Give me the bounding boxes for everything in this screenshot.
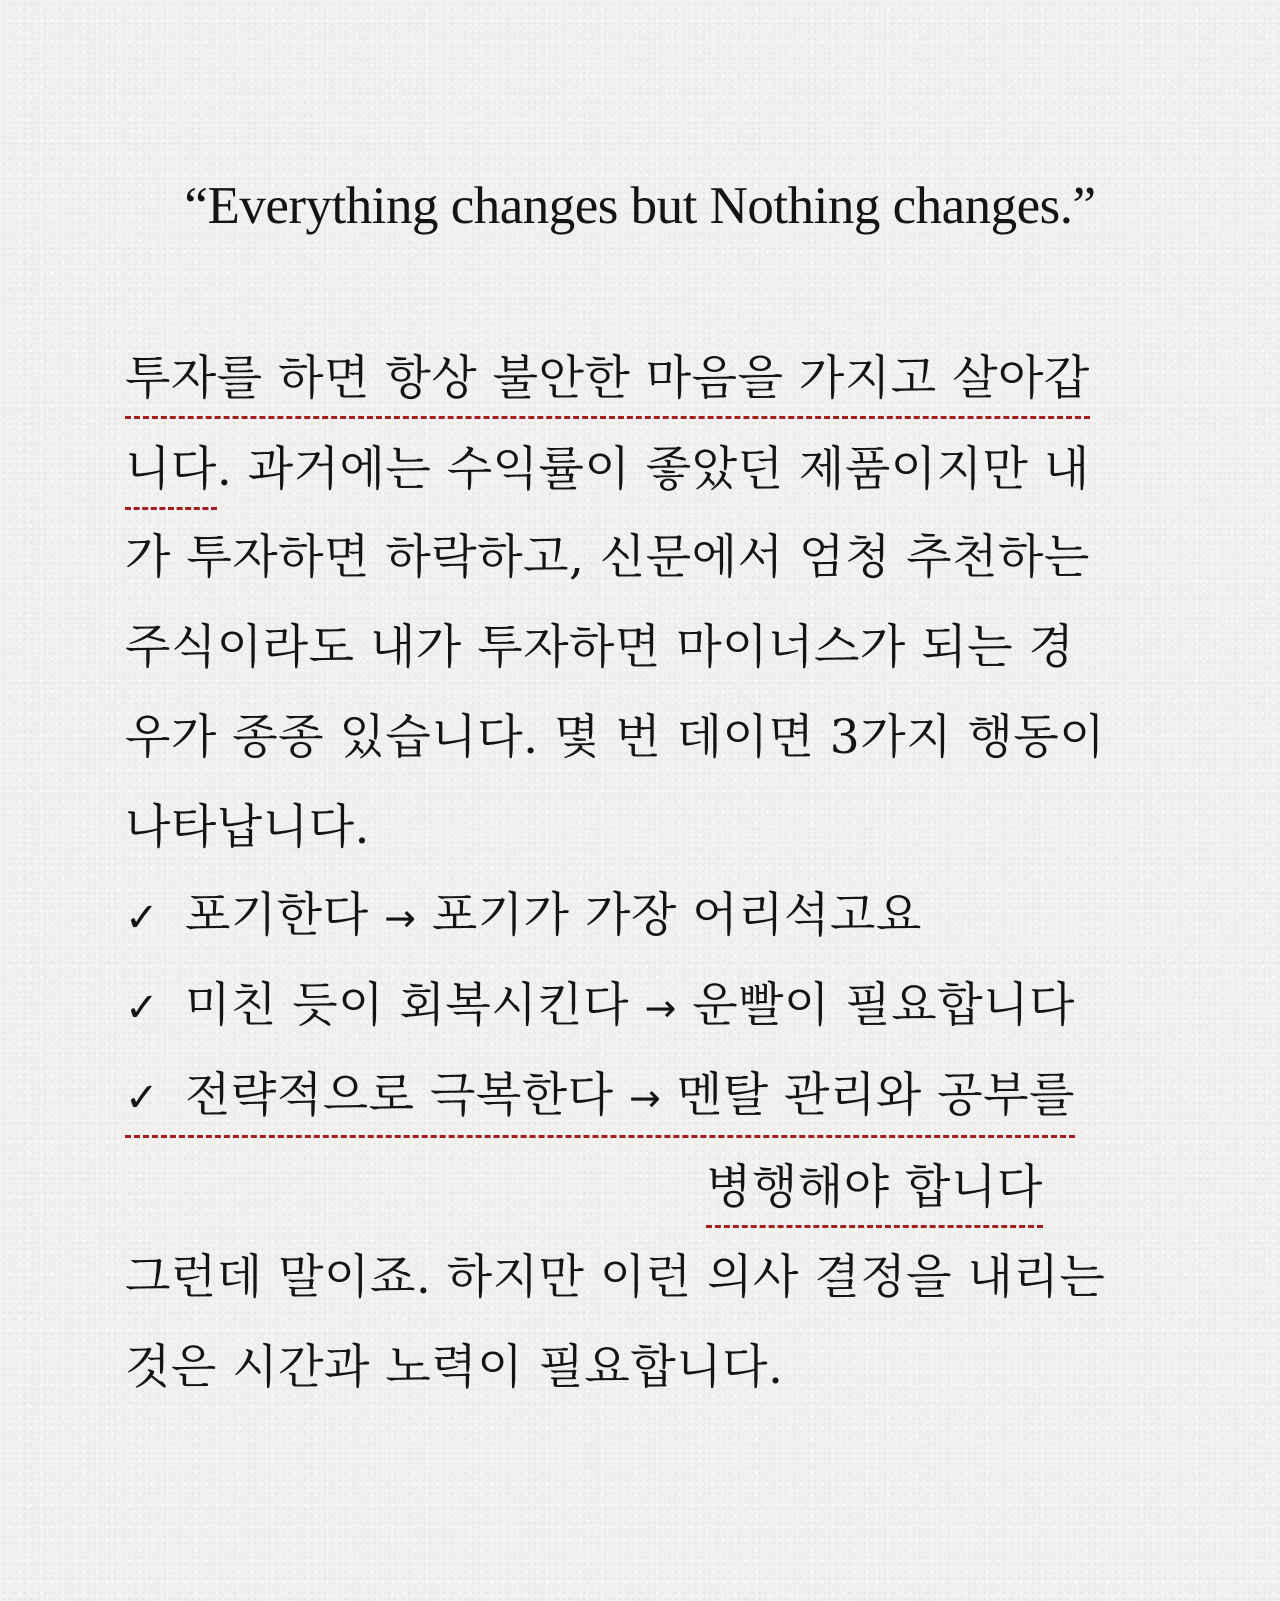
checklist-action: 전략적으로 극복한다 [185, 1068, 614, 1123]
paragraph1-line2-rest: . 과거에는 수익률이 좋았던 제품이지만 내 [216, 442, 1090, 497]
checklist-result: 운빨이 필요합니다 [692, 978, 1075, 1033]
checklist-item [125, 886, 922, 948]
underlined-text: 투자를 하면 항상 불안한 마음을 가지고 살아갑 [125, 349, 1090, 409]
quote-heading: “Everything changes but Nothing changes.” [184, 177, 1096, 235]
paragraph1-line3: 가 투자하면 하락하고, 신문에서 엄청 추천하는 [125, 530, 1090, 585]
paragraph1-line6: 나타납니다. [125, 800, 370, 855]
paragraph2-line2: 것은 시간과 노력이 필요합니다. [125, 1340, 784, 1395]
arrow-right-icon: → [629, 1076, 662, 1120]
checklist-action: 미친 듯이 회복시킨다 [185, 978, 629, 1033]
checkmark-icon: ✓ [125, 985, 160, 1031]
checkmark-icon: ✓ [125, 1075, 160, 1121]
underlined-text: 니다 [125, 440, 217, 500]
underlined-text [125, 1066, 1075, 1128]
checklist-action: 포기한다 [185, 888, 369, 943]
checklist-result: 포기가 가장 어리석고요 [431, 888, 922, 943]
checklist-result: 멘탈 관리와 공부를 [676, 1068, 1075, 1123]
arrow-right-icon: → [644, 986, 677, 1030]
checklist-item [125, 976, 1075, 1038]
checklist-continuation [706, 1158, 1043, 1218]
paragraph1-line2 [125, 440, 1090, 500]
paragraph1-line4: 주식이라도 내가 투자하면 마이너스가 되는 경 [125, 620, 1075, 675]
checkmark-icon: ✓ [125, 895, 160, 941]
paragraph1-line1 [125, 349, 1090, 409]
arrow-right-icon: → [384, 896, 417, 940]
paragraph2-line1: 그런데 말이죠. 하지만 이런 의사 결정을 내리는 [125, 1250, 1106, 1305]
underlined-text: 병행해야 합니다 [706, 1158, 1043, 1218]
paragraph1-line5: 우가 종종 있습니다. 몇 번 데이면 3가지 행동이 [125, 710, 1106, 765]
checklist-item [125, 1066, 1075, 1128]
